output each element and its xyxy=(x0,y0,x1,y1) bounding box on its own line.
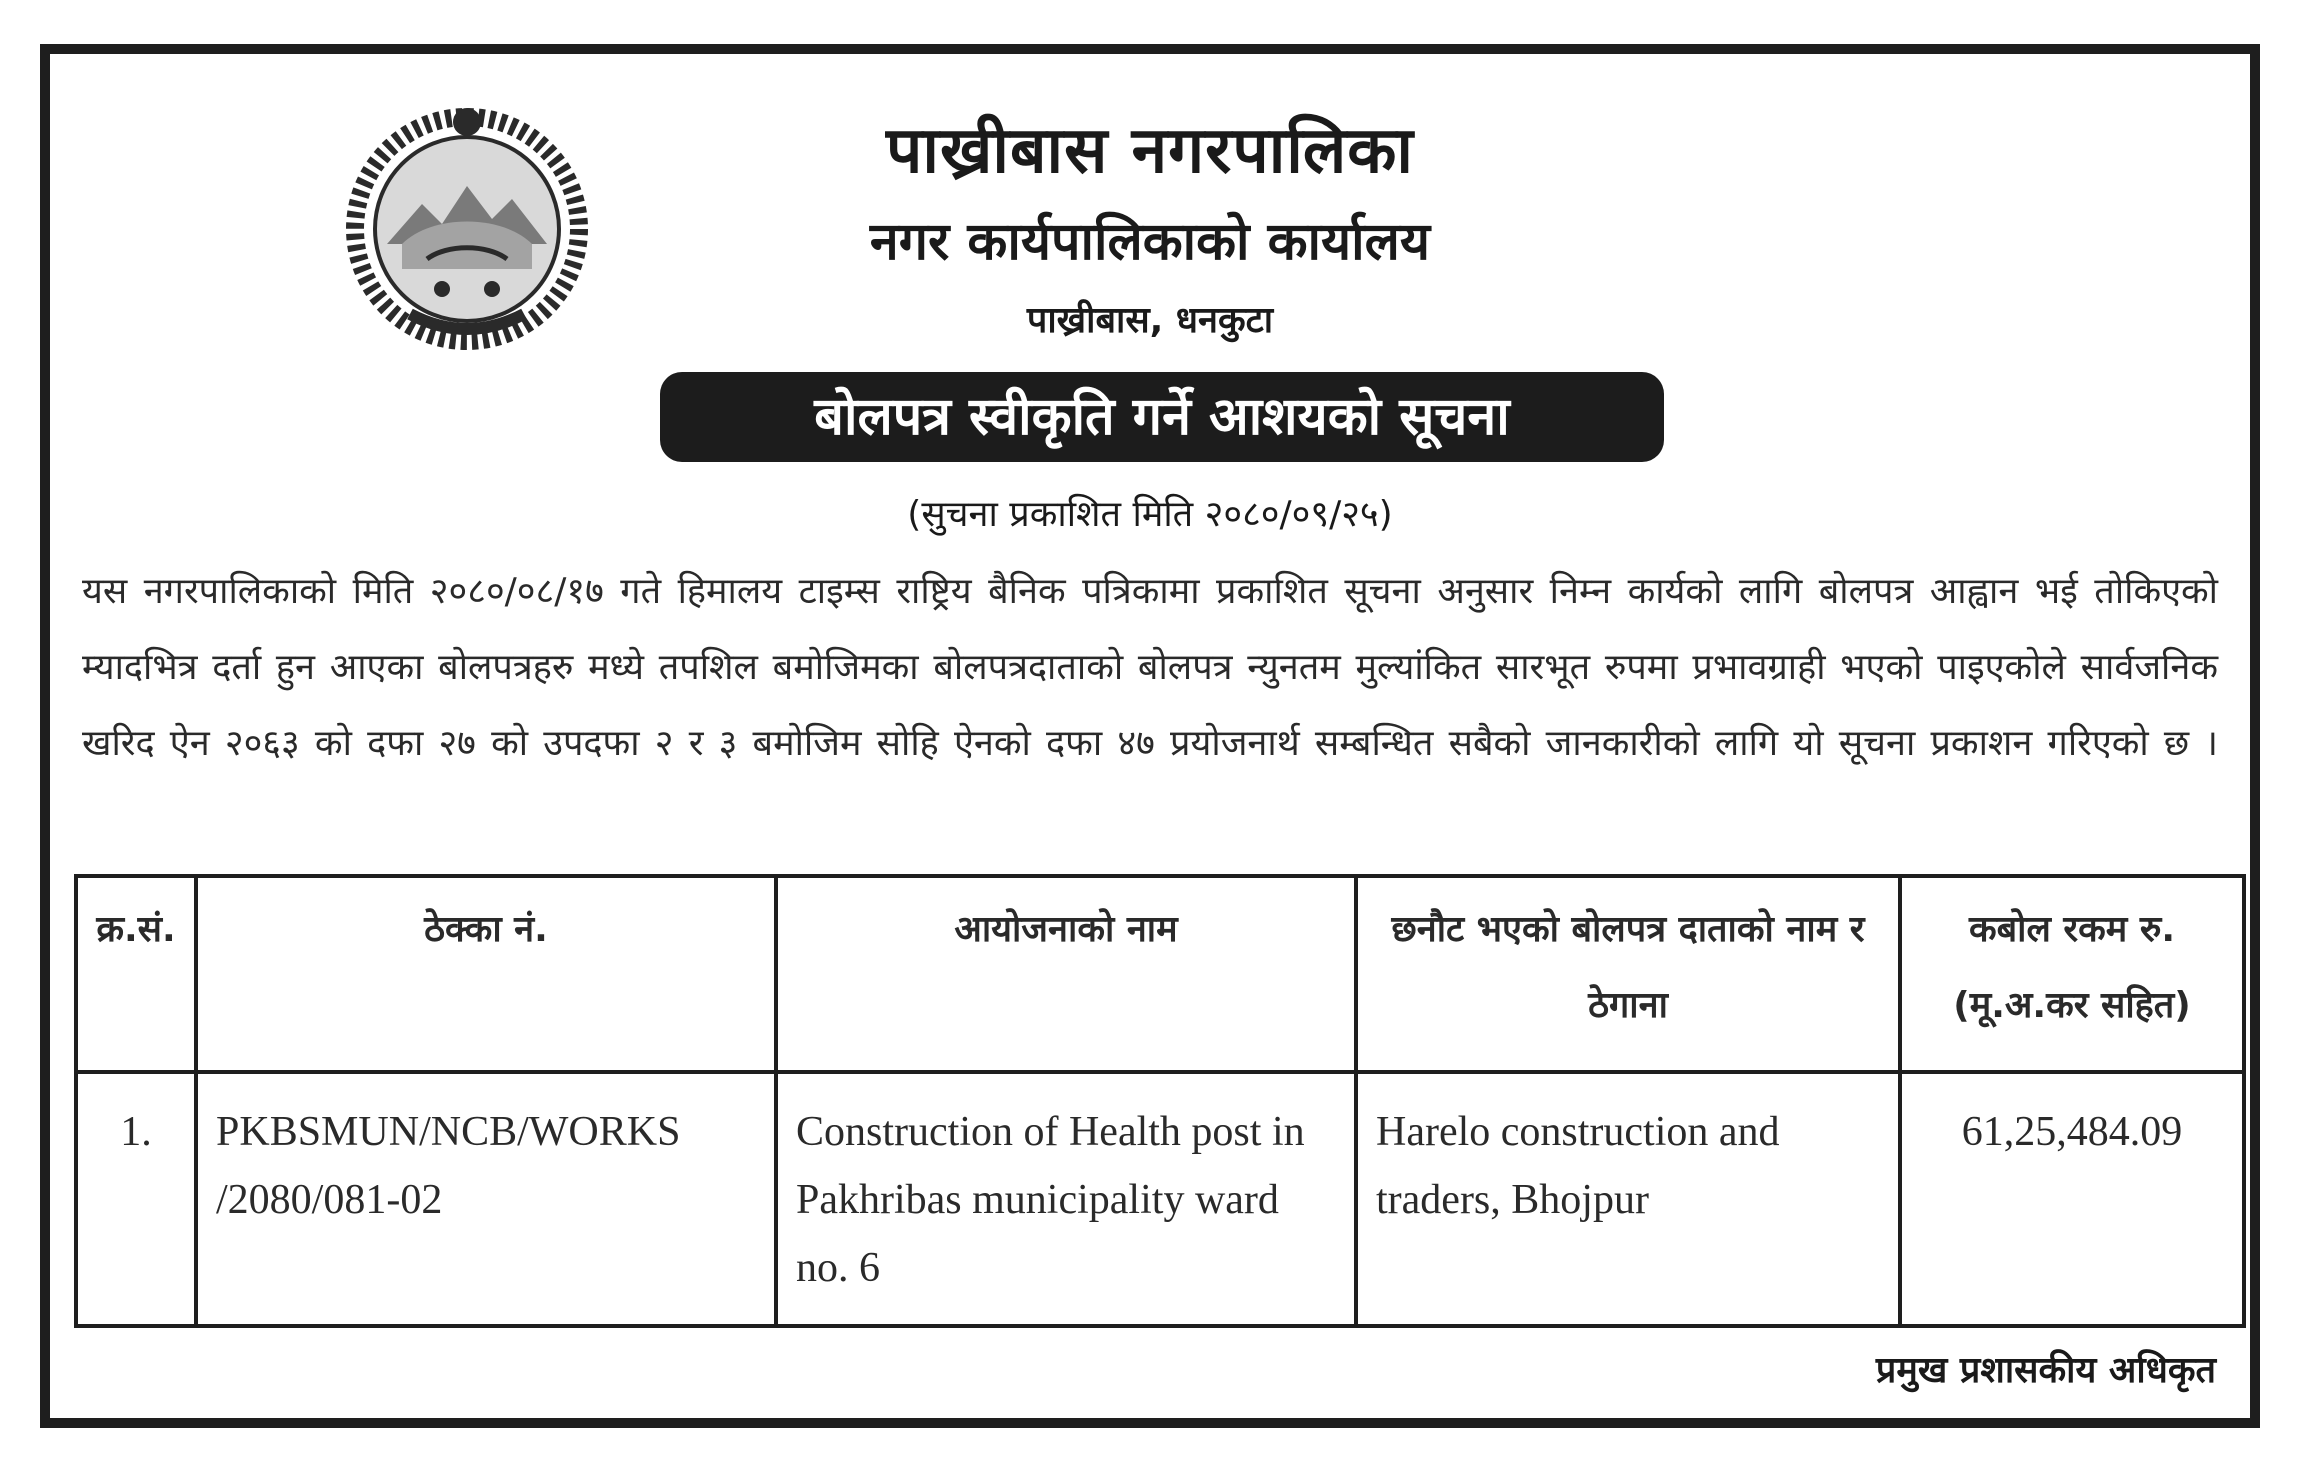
office-address: पाख्रीबास, धनकुटा xyxy=(1026,300,1274,341)
notice-body: यस नगरपालिकाको मिति २०८०/०८/१७ गते हिमालय टाइम्स राष्ट्रिय बैनिक पत्रिकामा प्रकाशित सूचना अनुसार निम्न कार्यको लागि बोलपत्र आह्वान भई तोकिएको म्यादभित्र दर्ता हुन आएका बोलपत्रहरु मध्ये तपशिल बमोजिमका बोलपत्रदाताको बोलपत्र न्युनतम मुल्यांकित सारभूत रुपमा प्रभावग्राही भएको पाइएकोले सार्वजनिक खरिद ऐन २०६३ को दफा २७ को उपदफा २ र ३ बमोजिम सोहि ऐनको दफा ४७ प्रयोजनार्थ सम्बन्धित सबैको जानकारीको लागि यो सूचना प्रकाशन गरिएको छ । xyxy=(82,571,2218,764)
cell-bid-amount: 61,25,484.09 xyxy=(1900,1072,2244,1326)
cell-project-name: Construction of Health post in Pakhribas municipality ward no. 6 xyxy=(776,1072,1356,1326)
header-bid-amount: कबोल रकम रु. (मू.अ.कर सहित) xyxy=(1900,876,2244,1072)
office-name: नगर कार्यपालिकाको कार्यालय xyxy=(869,212,1431,272)
bid-table xyxy=(74,874,2246,1328)
table-row xyxy=(76,1072,2244,1326)
cell-serial-number: 1. xyxy=(76,1072,196,1326)
organization-name: पाख्रीबास नगरपालिका xyxy=(886,114,1414,188)
signatory-title: प्रमुख प्रशासकीय अधिकृत xyxy=(1875,1350,2216,1391)
header-project-name: आयोजनाको नाम xyxy=(776,876,1356,1072)
table-header-row xyxy=(76,876,2244,1072)
publication-date: (सुचना प्रकाशित मिति २०८०/०९/२५) xyxy=(907,494,1393,535)
header-serial-number: क्र.सं. xyxy=(76,876,196,1072)
cell-contract-number: PKBSMUN/NCB/WORKS /2080/081-02 xyxy=(196,1072,776,1326)
header-contract-number: ठेक्का नं. xyxy=(196,876,776,1072)
notice-frame xyxy=(40,44,2260,1428)
cell-selected-bidder: Harelo construction and traders, Bhojpur xyxy=(1356,1072,1900,1326)
header-selected-bidder: छनौट भएको बोलपत्र दाताको नाम र ठेगाना xyxy=(1356,876,1900,1072)
notice-title-banner: बोलपत्र स्वीकृति गर्ने आशयको सूचना xyxy=(660,372,1664,462)
